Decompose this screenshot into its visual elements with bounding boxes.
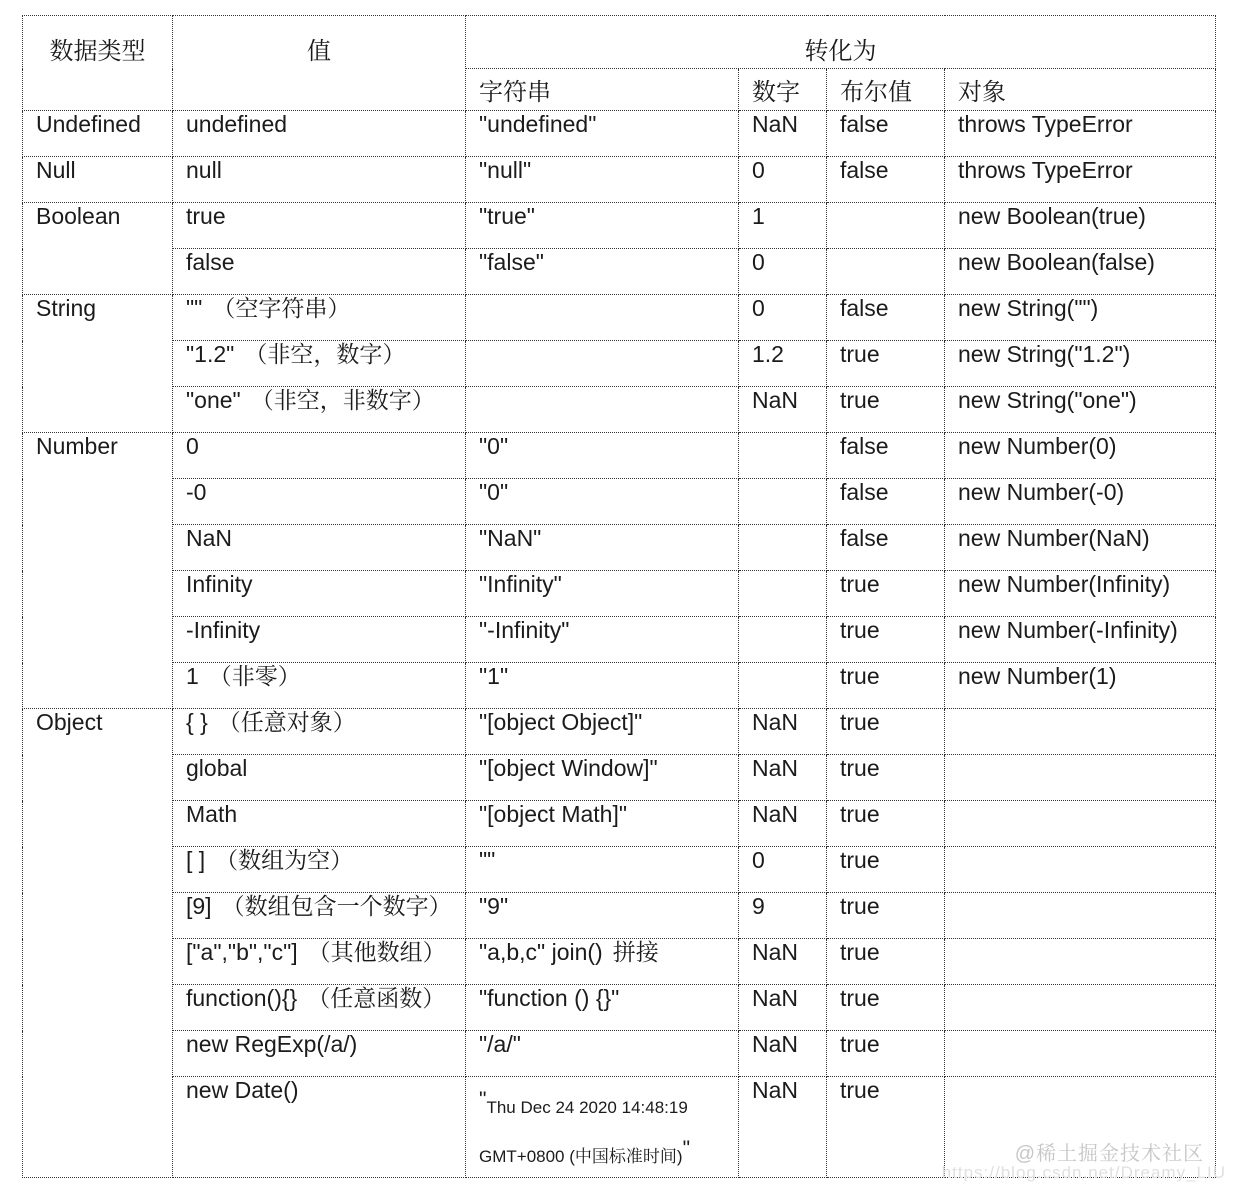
boolean-cell: true: [827, 755, 945, 801]
value-cell: [173, 847, 466, 893]
number-cell: NaN: [739, 1077, 827, 1178]
watermark-url: https://blog.csdn.net/Dreamy_LIU: [941, 1163, 1226, 1182]
value-code: -0: [186, 479, 207, 505]
date-string: [479, 1077, 690, 1177]
value-cell: [173, 341, 466, 387]
boolean-cell: true: [827, 709, 945, 755]
value-note: （任意对象）: [217, 710, 356, 736]
header-value: 值: [173, 16, 466, 111]
number-cell: [739, 479, 827, 525]
boolean-cell: true: [827, 985, 945, 1031]
boolean-cell: true: [827, 387, 945, 433]
value-code: true: [186, 203, 226, 229]
type-cell: Boolean: [23, 203, 173, 295]
object-cell: [945, 939, 1216, 985]
value-cell: [173, 939, 466, 985]
object-cell: [945, 1031, 1216, 1077]
string-cell: [466, 479, 739, 525]
table-row: [23, 341, 1216, 387]
string-value: "false": [479, 249, 544, 275]
table-row: [23, 387, 1216, 433]
value-cell: [173, 387, 466, 433]
boolean-cell: false: [827, 433, 945, 479]
header-object: 对象: [945, 69, 1216, 111]
boolean-cell: true: [827, 617, 945, 663]
value-cell: [173, 111, 466, 157]
boolean-cell: false: [827, 525, 945, 571]
value-code: "": [186, 295, 203, 321]
value-code: global: [186, 755, 248, 781]
object-cell: new Boolean(true): [945, 203, 1216, 249]
value-code: -Infinity: [186, 617, 261, 643]
table-row: [23, 1031, 1216, 1077]
table-row: [23, 295, 1216, 341]
value-cell: [173, 433, 466, 479]
value-note: （数组为空）: [215, 848, 354, 874]
table-row: [23, 525, 1216, 571]
date-line-1: Thu Dec 24 2020 14:48:19: [486, 1098, 688, 1117]
value-cell: [173, 755, 466, 801]
boolean-cell: true: [827, 801, 945, 847]
number-cell: 1: [739, 203, 827, 249]
string-value: "9": [479, 893, 509, 919]
number-cell: 0: [739, 295, 827, 341]
type-cell: Object: [23, 709, 173, 1178]
value-code: [ ]: [186, 847, 206, 873]
value-cell: [173, 893, 466, 939]
open-quote: ": [479, 1088, 487, 1111]
string-cell: [466, 893, 739, 939]
string-value: "Infinity": [479, 571, 562, 597]
string-cell: [466, 663, 739, 709]
number-cell: [739, 617, 827, 663]
number-cell: 0: [739, 157, 827, 203]
number-cell: NaN: [739, 111, 827, 157]
watermark-community: @稀土掘金技术社区: [1014, 1143, 1204, 1165]
object-cell: new Number(1): [945, 663, 1216, 709]
value-code: 1: [186, 663, 199, 689]
object-cell: [945, 801, 1216, 847]
number-cell: [739, 433, 827, 479]
conversion-table: [22, 15, 1216, 1178]
number-cell: NaN: [739, 985, 827, 1031]
value-cell: [173, 479, 466, 525]
value-code: NaN: [186, 525, 233, 551]
value-code: "1.2": [186, 341, 235, 367]
object-cell: throws TypeError: [945, 111, 1216, 157]
boolean-cell: false: [827, 157, 945, 203]
object-cell: new Boolean(false): [945, 249, 1216, 295]
value-code: undefined: [186, 111, 288, 137]
boolean-cell: true: [827, 341, 945, 387]
table-body: [23, 111, 1216, 1178]
value-cell: [173, 571, 466, 617]
object-cell: [945, 893, 1216, 939]
value-code: [9]: [186, 893, 212, 919]
object-cell: new String("1.2"): [945, 341, 1216, 387]
object-cell: [945, 985, 1216, 1031]
object-cell: throws TypeError: [945, 157, 1216, 203]
string-value: "a,b,c" join(): [479, 939, 603, 965]
boolean-cell: [827, 249, 945, 295]
string-cell: [466, 617, 739, 663]
string-value: "[object Object]": [479, 709, 643, 735]
value-cell: [173, 801, 466, 847]
string-value: "function () {}": [479, 985, 620, 1011]
object-cell: new Number(NaN): [945, 525, 1216, 571]
boolean-cell: false: [827, 111, 945, 157]
value-code: function(){}: [186, 985, 298, 1011]
number-cell: [739, 663, 827, 709]
string-value: "NaN": [479, 525, 542, 551]
string-cell: [466, 709, 739, 755]
number-cell: NaN: [739, 939, 827, 985]
string-cell: [466, 571, 739, 617]
table-row: [23, 571, 1216, 617]
string-value: "true": [479, 203, 535, 229]
boolean-cell: true: [827, 571, 945, 617]
type-cell: Number: [23, 433, 173, 709]
boolean-cell: true: [827, 893, 945, 939]
header-convert-to: 转化为: [466, 16, 1216, 69]
header-row-1: [23, 16, 1216, 69]
table-row: [23, 249, 1216, 295]
header-string: 字符串: [466, 69, 739, 111]
table-row: [23, 663, 1216, 709]
type-cell: Undefined: [23, 111, 173, 157]
value-note: （非空，非数字）: [250, 388, 435, 414]
string-cell: [466, 1031, 739, 1077]
string-cell: [466, 295, 739, 341]
number-cell: NaN: [739, 801, 827, 847]
number-cell: 1.2: [739, 341, 827, 387]
string-cell: [466, 985, 739, 1031]
value-code: new RegExp(/a/): [186, 1031, 358, 1057]
type-cell: Null: [23, 157, 173, 203]
value-code: 0: [186, 433, 199, 459]
value-note: （数组包含一个数字）: [221, 894, 452, 920]
value-code: ["a","b","c"]: [186, 939, 298, 965]
value-code: "one": [186, 387, 241, 413]
string-value: "undefined": [479, 111, 597, 137]
boolean-cell: true: [827, 939, 945, 985]
string-value: "": [479, 847, 496, 873]
header-boolean: 布尔值: [827, 69, 945, 111]
boolean-cell: false: [827, 295, 945, 341]
boolean-cell: true: [827, 847, 945, 893]
boolean-cell: false: [827, 479, 945, 525]
table-row: [23, 617, 1216, 663]
table-row: [23, 985, 1216, 1031]
value-cell: [173, 617, 466, 663]
string-cell: [466, 341, 739, 387]
value-code: new Date(): [186, 1077, 299, 1103]
number-cell: 0: [739, 249, 827, 295]
boolean-cell: true: [827, 663, 945, 709]
string-cell: [466, 203, 739, 249]
string-value: "-Infinity": [479, 617, 570, 643]
table-row: [23, 157, 1216, 203]
object-cell: [945, 755, 1216, 801]
header-number: 数字: [739, 69, 827, 111]
object-cell: [945, 709, 1216, 755]
string-value: "/a/": [479, 1031, 521, 1057]
table-row: [23, 847, 1216, 893]
object-cell: new Number(Infinity): [945, 571, 1216, 617]
type-cell: String: [23, 295, 173, 433]
string-cell: [466, 847, 739, 893]
string-value: "1": [479, 663, 509, 689]
string-cell: [466, 525, 739, 571]
value-cell: [173, 1031, 466, 1077]
table-row: [23, 111, 1216, 157]
value-note: （非零）: [208, 664, 301, 690]
table-row: [23, 801, 1216, 847]
value-cell: [173, 249, 466, 295]
value-note: （任意函数）: [307, 986, 446, 1012]
table-row: [23, 939, 1216, 985]
string-note: 拼接: [612, 940, 659, 966]
value-cell: [173, 1077, 466, 1178]
string-value: "[object Window]": [479, 755, 658, 781]
number-cell: 0: [739, 847, 827, 893]
object-cell: new Number(-Infinity): [945, 617, 1216, 663]
object-cell: [945, 847, 1216, 893]
object-cell: new Number(0): [945, 433, 1216, 479]
string-cell: [466, 433, 739, 479]
string-cell: [466, 1077, 739, 1178]
string-value: "[object Math]": [479, 801, 628, 827]
number-cell: NaN: [739, 709, 827, 755]
string-cell: [466, 111, 739, 157]
value-note: （其他数组）: [307, 940, 446, 966]
table-row: [23, 755, 1216, 801]
value-cell: [173, 525, 466, 571]
value-cell: [173, 295, 466, 341]
number-cell: NaN: [739, 755, 827, 801]
value-cell: [173, 157, 466, 203]
table-row: [23, 709, 1216, 755]
table-row: [23, 893, 1216, 939]
value-cell: [173, 985, 466, 1031]
boolean-cell: true: [827, 1031, 945, 1077]
number-cell: NaN: [739, 1031, 827, 1077]
string-value: "0": [479, 433, 509, 459]
value-code: null: [186, 157, 222, 183]
boolean-cell: [827, 203, 945, 249]
string-cell: [466, 801, 739, 847]
string-cell: [466, 387, 739, 433]
number-cell: [739, 571, 827, 617]
number-cell: NaN: [739, 387, 827, 433]
string-cell: [466, 939, 739, 985]
value-cell: [173, 663, 466, 709]
date-line-2: GMT+0800 (中国标准时间): [479, 1147, 683, 1166]
object-cell: new String("one"): [945, 387, 1216, 433]
value-code: Infinity: [186, 571, 253, 597]
value-note: （空字符串）: [212, 296, 351, 322]
boolean-cell: true: [827, 1077, 945, 1178]
object-cell: new Number(-0): [945, 479, 1216, 525]
close-quote: ": [682, 1137, 691, 1160]
table-header: [23, 16, 1216, 111]
table-row: [23, 433, 1216, 479]
string-value: "null": [479, 157, 532, 183]
string-value: "0": [479, 479, 509, 505]
number-cell: [739, 525, 827, 571]
value-code: false: [186, 249, 235, 275]
value-code: { }: [186, 709, 208, 735]
string-cell: [466, 249, 739, 295]
string-cell: [466, 157, 739, 203]
number-cell: 9: [739, 893, 827, 939]
table-row: [23, 479, 1216, 525]
value-note: （非空，数字）: [244, 342, 406, 368]
string-cell: [466, 755, 739, 801]
value-code: Math: [186, 801, 238, 827]
object-cell: new String(""): [945, 295, 1216, 341]
value-cell: [173, 203, 466, 249]
value-cell: [173, 709, 466, 755]
table-row: [23, 203, 1216, 249]
header-data-type: 数据类型: [23, 16, 173, 111]
